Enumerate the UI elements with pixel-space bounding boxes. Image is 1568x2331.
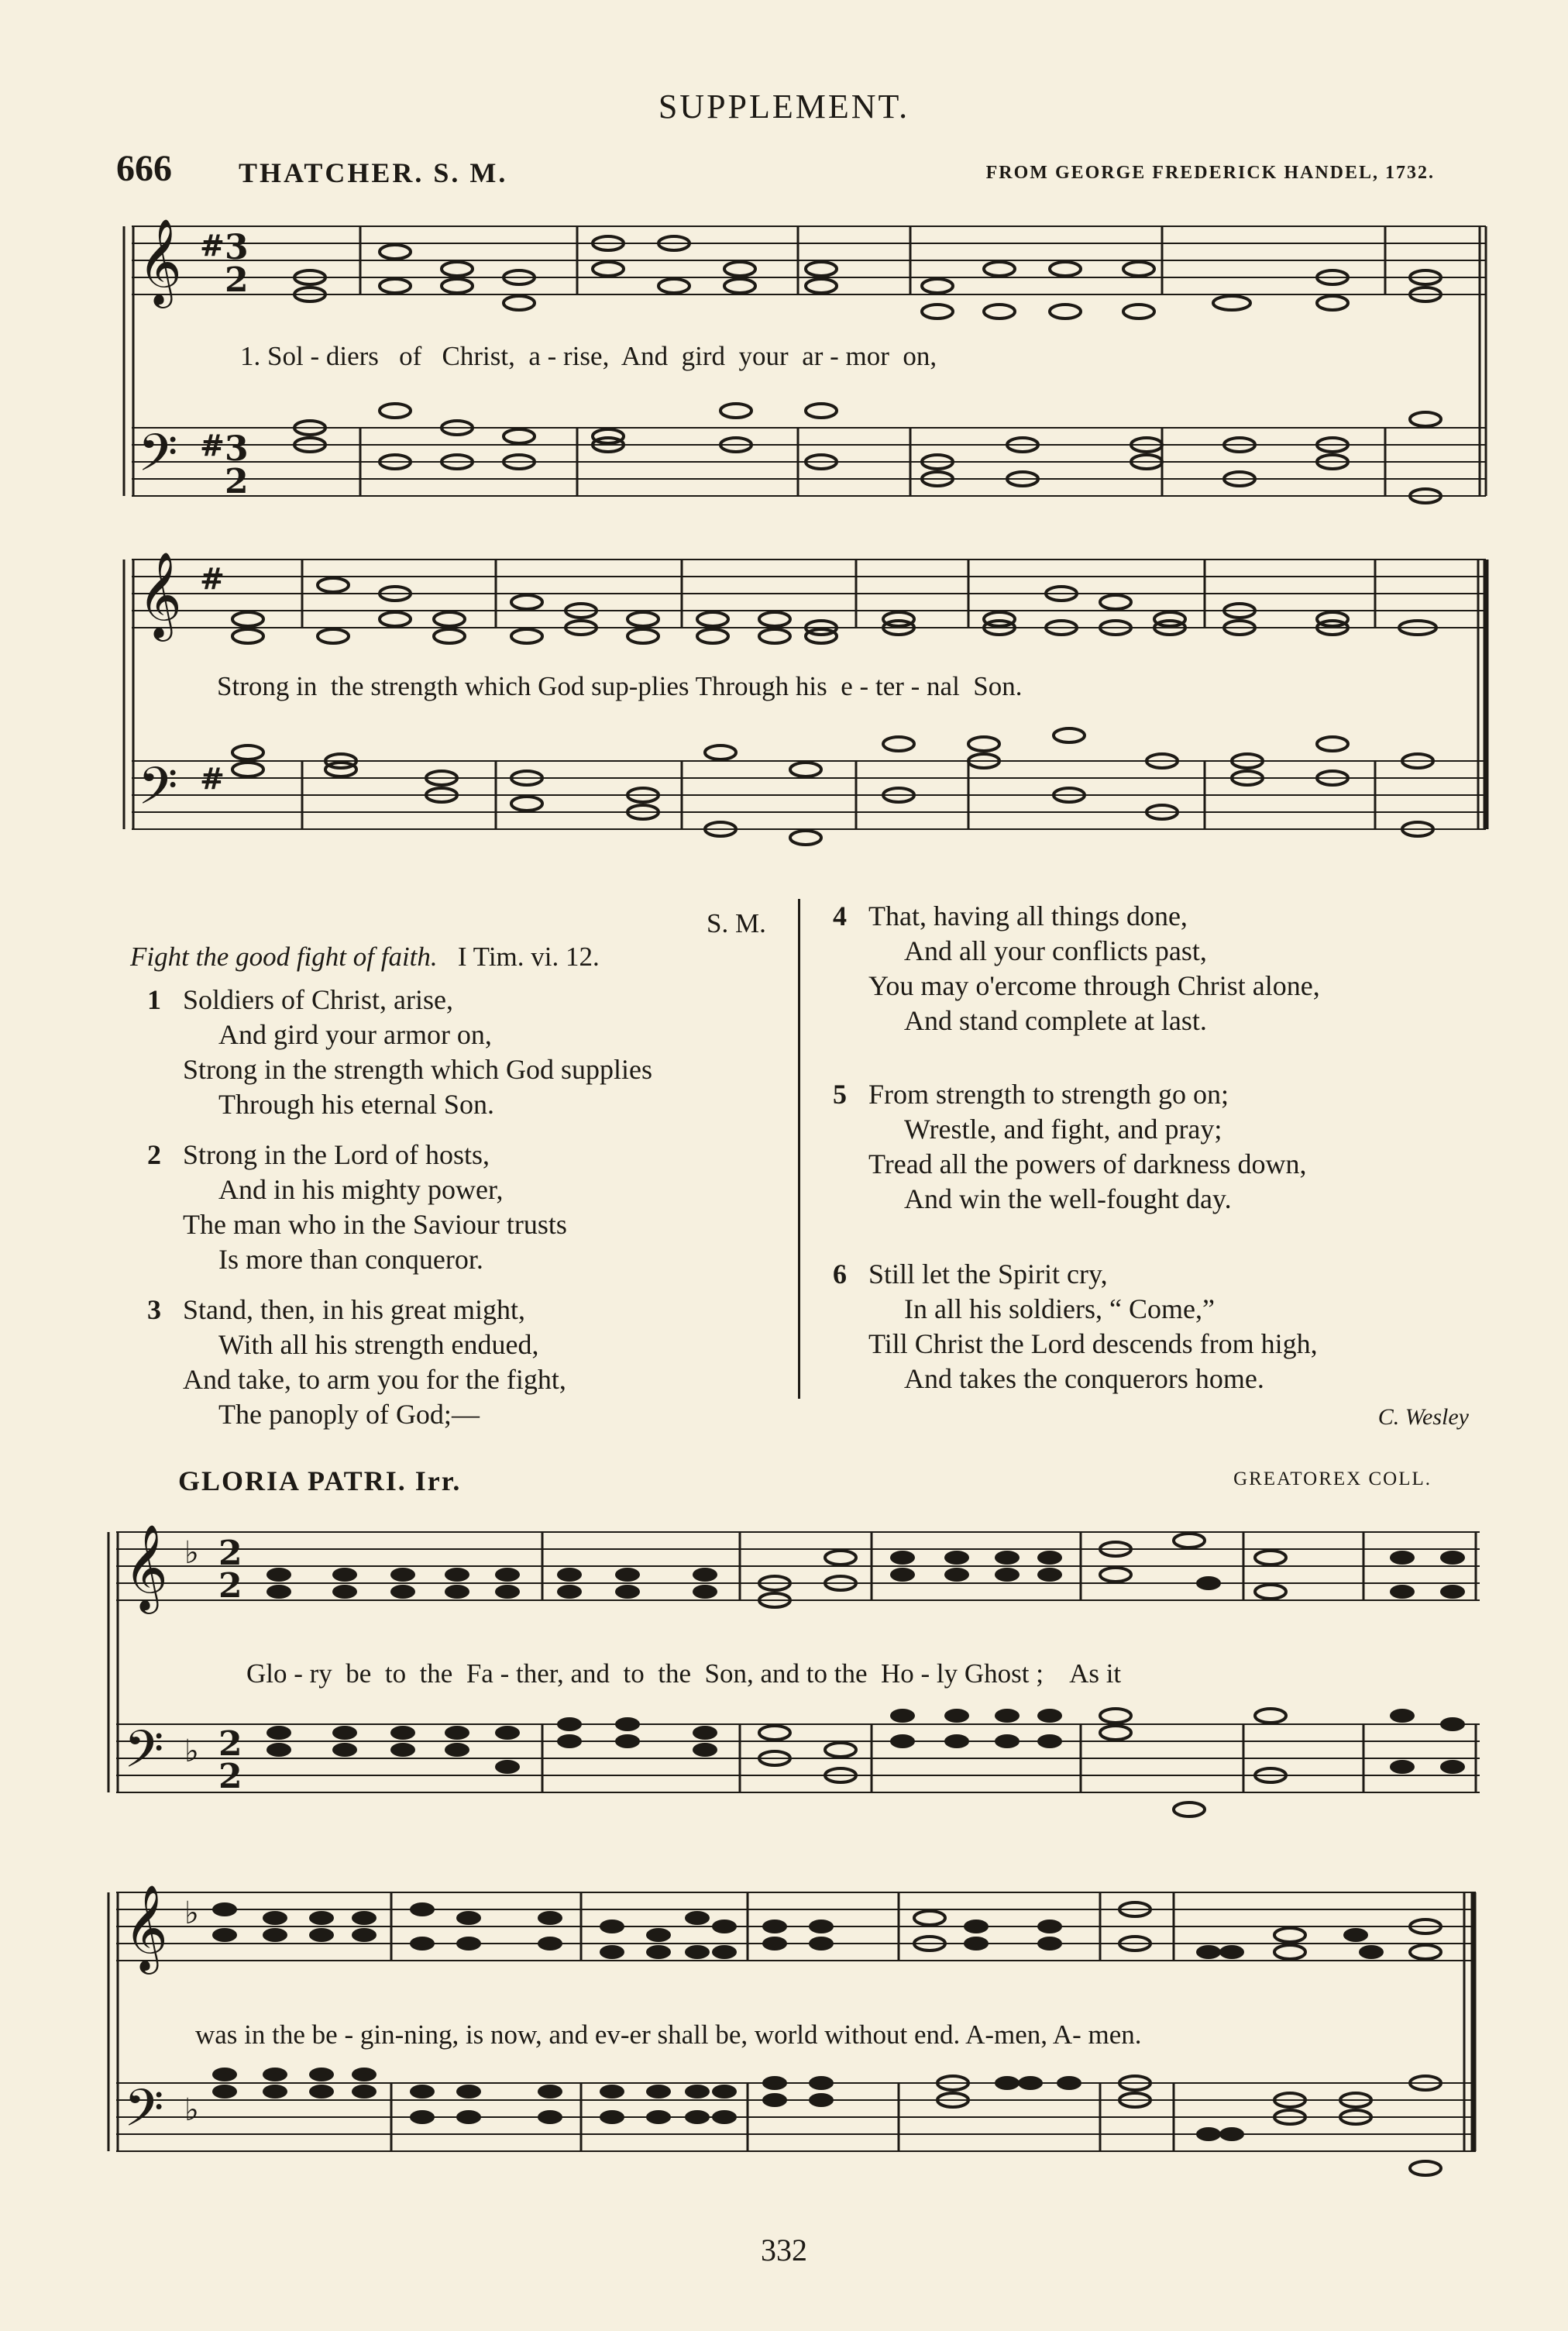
svg-text:2: 2 [218, 1724, 242, 1764]
verse-number: 4 [833, 900, 847, 931]
svg-text:𝄢: 𝄢 [124, 2078, 164, 2150]
svg-text:#: # [200, 428, 225, 463]
svg-text:2: 2 [218, 1566, 242, 1606]
svg-text:2: 2 [225, 462, 249, 501]
verse-3: 3 Stand, then, in his great might, With all his strength endued, And take, to arm you for the fight, The panoply of God;— [147, 1294, 566, 1430]
verse-6: 6 Still let the Spirit cry, In all his soldiers, “ Come,” Till Christ the Lord descends from high, And takes the conquerors home. [833, 1258, 1318, 1394]
svg-text:𝄢: 𝄢 [138, 756, 178, 828]
tune-title: THATCHER. S. M. [239, 157, 508, 188]
gloria-source: GREATOREX COLL. [1233, 1468, 1432, 1489]
hymn-number: 666 [116, 148, 172, 189]
hymn-lyrics-line-1: 1. Sol - diers of Christ, a - rise, And gird your ar - mor on, [240, 341, 937, 371]
svg-text:♭: ♭ [184, 1733, 199, 1769]
svg-text:𝄞: 𝄞 [138, 218, 182, 305]
verse-2: 2 Strong in the Lord of hosts, And in his mighty power, The man who in the Saviour trusts Is more than conqueror. [147, 1139, 567, 1275]
svg-text:♭: ♭ [184, 1534, 199, 1571]
svg-text:2: 2 [218, 1757, 242, 1796]
gloria-lyrics-line-1: Glo - ry be to the Fa - ther, and to the Son, and to the Ho - ly Ghost ; As it [246, 1658, 1122, 1689]
svg-text:#: # [200, 761, 225, 796]
scripture-citation: I Tim. vi. 12. [457, 942, 600, 972]
column-divider [798, 899, 800, 1399]
bass-staff [132, 428, 1486, 496]
verse-4: 4 That, having all things done, And all your conflicts past, You may o'ercome through Christ alone, And stand complete at last. [833, 900, 1320, 1036]
verse-number: 3 [147, 1294, 161, 1325]
svg-text:3: 3 [225, 228, 249, 267]
hymn-author: C. Wesley [1377, 1404, 1469, 1430]
svg-text:♭: ♭ [184, 2092, 199, 2128]
meter-label: S. M. [707, 908, 766, 938]
scripture-text: Fight the good fight of faith. [130, 942, 438, 972]
verse-number: 2 [147, 1139, 161, 1170]
svg-text:𝄞: 𝄞 [138, 551, 182, 638]
scripture-reference [130, 942, 600, 973]
composer-credit: FROM GEORGE FREDERICK HANDEL, 1732. [985, 163, 1435, 183]
svg-text:𝄞: 𝄞 [124, 1524, 168, 1610]
verse-number: 6 [833, 1258, 847, 1289]
hymn-lyrics-line-2: Strong in the strength which God sup-plies Through his e - ter - nal Son. [217, 671, 1023, 701]
gloria-lyrics-line-2: was in the be - gin-ning, is now, and ev-er shall be, world without end. A-men, A- men. [195, 2019, 1142, 2050]
svg-text:#: # [200, 561, 225, 596]
page-number: 332 [761, 2233, 807, 2267]
svg-text:𝄞: 𝄞 [124, 1884, 168, 1971]
verse-number: 5 [833, 1079, 847, 1110]
svg-text:3: 3 [225, 429, 249, 469]
page-header: SUPPLEMENT. [658, 88, 910, 126]
svg-text:𝄢: 𝄢 [138, 423, 178, 495]
svg-text:#: # [200, 228, 225, 263]
verse-5: 5 From strength to strength go on; Wrestle, and fight, and pray; Tread all the powers of darkness down, And win the well-fought day. [833, 1079, 1307, 1214]
treble-staff [132, 226, 1486, 294]
gloria-title: GLORIA PATRI. Irr. [178, 1465, 462, 1496]
svg-text:2: 2 [218, 1534, 242, 1573]
verse-number: 1 [147, 984, 161, 1015]
verse-1: 1 Soldiers of Christ, arise, And gird your armor on, Strong in the strength which God supplies Through his eternal Son. [147, 984, 652, 1120]
svg-text:2: 2 [225, 260, 249, 300]
svg-text:♭: ♭ [184, 1895, 199, 1931]
svg-text:𝄢: 𝄢 [124, 1720, 164, 1792]
